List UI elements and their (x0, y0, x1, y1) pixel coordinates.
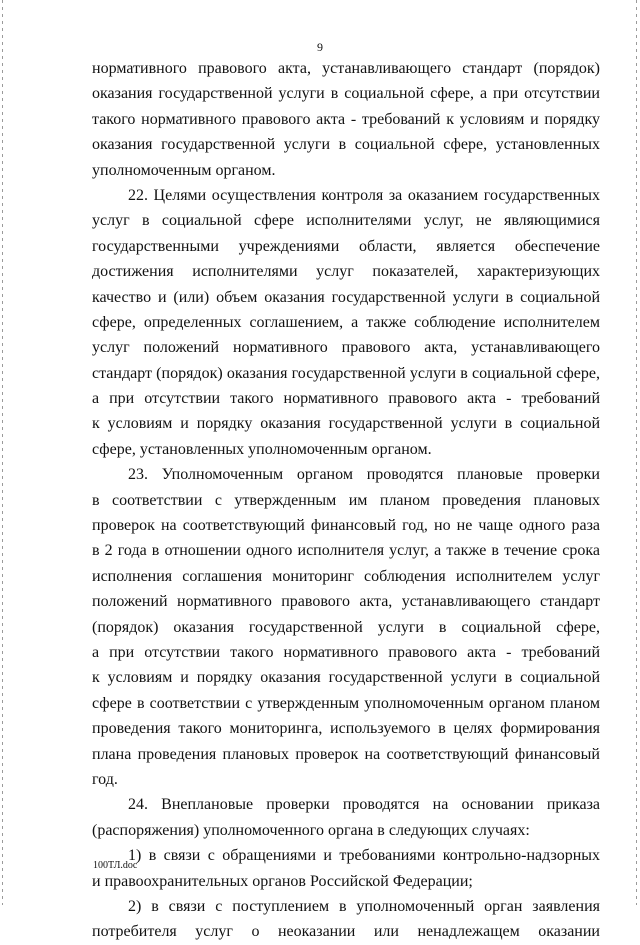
text-line: в 2 года в отношении одного исполнителя услуг, а также в течение срока (92, 542, 600, 560)
paragraph-p22 (92, 183, 600, 462)
text-line: услуг в социальной сфере исполнителями услуг, не являющимися (92, 212, 600, 230)
page-number: 9 (317, 40, 323, 54)
text-line: (порядок) оказания государственной услуги в социальной сфере, (92, 618, 600, 636)
text-line: проверок на соответствующий финансовый год, но не чаще одного раза (92, 517, 600, 535)
text-line: оказания государственной услуги в социальной сфере, а при отсутствии (92, 85, 600, 103)
text-line: стандарт (порядок) оказания государственной услуги в социальной сфере, (92, 364, 600, 382)
scan-edge-left (2, 0, 3, 905)
text-line: достижения исполнителями услуг показателей, характеризующих (92, 263, 600, 281)
text-line: сфере, определенных соглашением, а также соблюдение исполнителем (92, 313, 600, 331)
text-line: нормативного правового акта, устанавливающего стандарт (порядок) (92, 60, 600, 77)
text-line: а при отсутствии такого нормативного правового акта - требований (92, 643, 600, 661)
text-line: качество и (или) объем оказания государственной услуги в социальной (92, 288, 600, 306)
text-line: а при отсутствии такого нормативного правового акта - требований (92, 390, 600, 408)
text-line: и правоохранительных органов Российской Федерации; (92, 872, 473, 890)
text-line: исполнения соглашения мониторинг соблюдения исполнителем услуг (92, 567, 600, 585)
scan-edge-right (636, 0, 637, 905)
text-line: (распоряжения) уполномоченного органа в следующих случаях: (92, 821, 530, 839)
text-line: 1) в связи с обращениями и требованиями контрольно-надзорных (128, 847, 600, 865)
text-line: уполномоченным органом. (92, 161, 276, 179)
text-line: положений нормативного правового акта, устанавливающего стандарт (92, 593, 600, 611)
document-body (92, 56, 600, 945)
text-line: 22. Целями осуществления контроля за оказанием государственных (128, 186, 600, 204)
text-line: государственными учреждениями области, является обеспечение (92, 237, 600, 255)
text-line: такого нормативного правового акта - требований к условиям и порядку (92, 110, 600, 128)
text-line: 2) в связи с поступлением в уполномоченный орган заявления (128, 897, 600, 915)
text-line: год. (92, 770, 118, 788)
paragraph-cont (92, 56, 600, 183)
text-line: проведения такого мониторинга, используемого в целях формирования (92, 720, 600, 738)
paragraph-p24 (92, 792, 600, 843)
text-line: 23. Уполномоченным органом проводятся плановые проверки (128, 466, 600, 484)
paragraph-p24-2 (92, 894, 600, 945)
text-line: потребителя услуг о неоказании или ненадлежащем оказании (92, 923, 600, 941)
paragraph-p23 (92, 462, 600, 792)
text-line: в соответствии с утвержденным им планом проведения плановых (92, 491, 600, 509)
text-line: к условиям и порядку оказания государственной услуги в социальной (92, 415, 600, 433)
text-line: оказания государственной услуги в социальной сфере, установленных (92, 136, 600, 154)
text-line: сфере в соответствии с утвержденным уполномоченным органом планом (92, 694, 600, 712)
paragraph-p24-1 (92, 843, 600, 894)
text-line: услуг положений нормативного правового акта, устанавливающего (92, 339, 600, 357)
footer-filename: 100ТЛ.doc (93, 860, 138, 871)
text-line: к условиям и порядку оказания государственной услуги в социальной (92, 669, 600, 687)
text-line: сфере, установленных уполномоченным органом. (92, 440, 432, 458)
text-line: плана проведения плановых проверок на соответствующий финансовый (92, 745, 600, 763)
text-line: 24. Внеплановые проверки проводятся на основании приказа (128, 796, 600, 814)
